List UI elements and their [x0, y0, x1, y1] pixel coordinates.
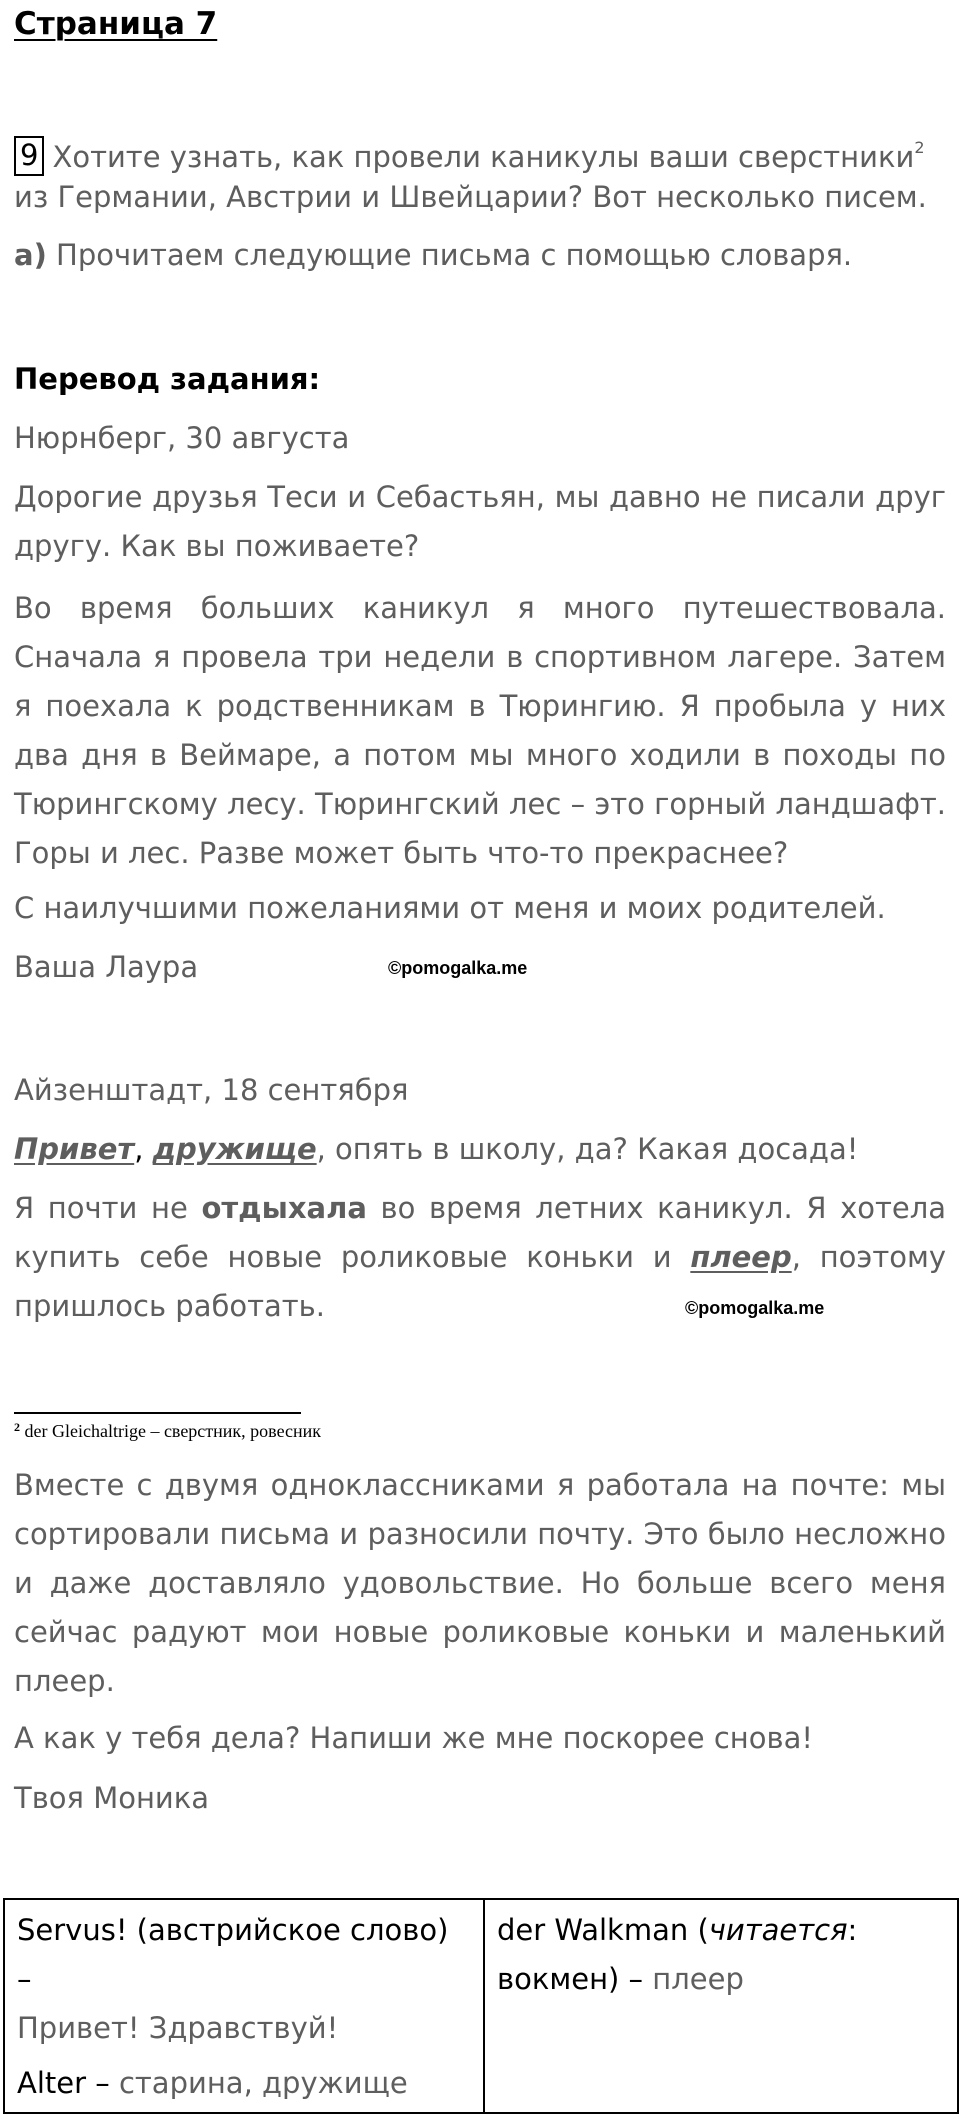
vocab-term-walkman [497, 1906, 945, 1955]
letter1-signature: Ваша Лаура [14, 950, 199, 984]
p1-part-a: Я почти не [14, 1191, 188, 1225]
task-part-a [14, 231, 946, 280]
vocab-entry-alter [17, 2059, 471, 2108]
letter1-closing: С наилучшими пожеланиями от меня и моих родителей. [14, 891, 886, 925]
watermark-1: ©pomogalka.me [388, 958, 528, 978]
p1-part-b: во время летних каникул. Я хотела купить себе новые роликовые коньки и [14, 1191, 947, 1274]
letter2-paragraph3: А как у тебя дела? Напиши же мне поскорее снова! [14, 1721, 813, 1755]
p1-part-c: , поэтому пришлось работать. [14, 1240, 946, 1323]
greeting-comma: , [134, 1132, 144, 1166]
footnote-number: 2 [14, 1420, 20, 1434]
task-number: 9 [14, 136, 44, 176]
vocabulary-cell-right [484, 1899, 958, 2113]
p1-bold-word: отдыхала [201, 1191, 367, 1225]
watermark-2: ©pomogalka.me [685, 1298, 825, 1318]
translation-heading: Перевод задания: [14, 362, 321, 396]
footnote-text: der Gleichaltrige – сверстник, ровесник [24, 1421, 322, 1441]
part-text: Прочитаем следующие письма с помощью словаря. [56, 238, 853, 272]
vocab-trans-servus: Привет! Здравствуй! [17, 2011, 339, 2045]
letter2-signature: Твоя Моника [14, 1781, 210, 1815]
vocabulary-table [3, 1898, 959, 2114]
footnote-divider [14, 1412, 301, 1414]
letter1-place-date: Нюрнберг, 30 августа [14, 421, 350, 455]
walkman-translation: плеер [652, 1962, 744, 1996]
letter2-greeting [14, 1125, 946, 1174]
vocab-trans-alter: старина, дружище [118, 2066, 408, 2100]
vocab-dash-alter: – [86, 2066, 119, 2100]
vocabulary-cell-left [4, 1899, 484, 2113]
letter2-place-date: Айзенштадт, 18 сентября [14, 1073, 409, 1107]
walkman-pronunciation: вокмен) – [497, 1962, 653, 1996]
walkman-colon: : [847, 1913, 858, 1947]
vocab-entry-walkman-2 [497, 1955, 945, 2004]
letter1-greeting: Дорогие друзья Теси и Себастьян, мы давно не писали друг другу. Как вы поживаете? [14, 480, 946, 563]
greeting-word-privet: Привет [14, 1132, 135, 1166]
greeting-word-druzhishche: дружище [152, 1132, 317, 1166]
p1-word-pleer: плеер [690, 1240, 792, 1274]
walkman-reads-as: читается [708, 1913, 848, 1947]
letter2-paragraph2: Вместе с двумя одноклассниками я работала на почте: мы сортировали письма и разносили почту. Это было несложно и даже доставляло удовольствие. Но больше всего меня сейчас радуют мои новые роликовые коньки и маленький плеер. [14, 1468, 946, 1698]
footnote [14, 1420, 321, 1442]
vocab-term-servus: Servus! (австрийское слово) – [17, 1913, 449, 1996]
vocab-term-alter: Alter [17, 2066, 87, 2100]
greeting-rest: , опять в школу, да? Какая досада! [316, 1132, 859, 1166]
footnote-ref: 2 [914, 138, 925, 157]
part-label: а) [14, 238, 47, 272]
walkman-term: der Walkman ( [497, 1913, 709, 1947]
page-title: Страница 7 [14, 6, 218, 42]
task-text: Хотите узнать, как провели каникулы ваши сверстники [52, 140, 915, 174]
vocabulary-row [4, 1899, 958, 2113]
task-text-line2: из Германии, Австрии и Швейцарии? Вот несколько писем. [14, 180, 927, 214]
letter1-body: Во время больших каникул я много путешествовала. Сначала я провела три недели в спортивном лагере. Затем я поехала к родственникам в Тюрингию. Я пробыла у них два дня в Веймаре, а потом мы много ходили в походы по Тюрингскому лесу. Тюрингский лес – это горный ландшафт. Горы и лес. Разве может быть что-то прекраснее? [14, 591, 946, 870]
